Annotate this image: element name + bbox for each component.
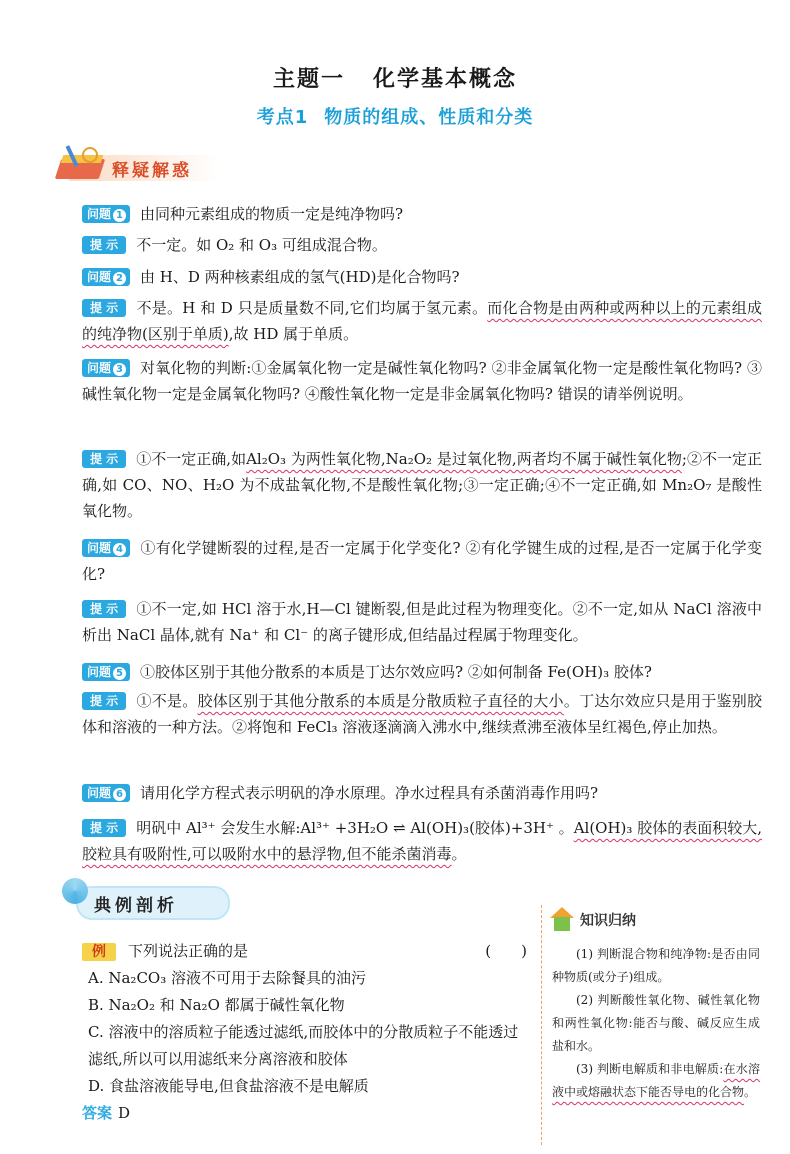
question-tag	[82, 539, 130, 557]
sidebar-item	[552, 1058, 760, 1104]
hint-tag	[82, 692, 126, 710]
question-tag	[82, 205, 130, 223]
item-text: 请用化学方程式表示明矾的净水原理。净水过程具有杀菌消毒作用吗?	[140, 784, 599, 802]
question-item	[82, 355, 762, 407]
section-banner-example	[58, 878, 228, 922]
point-title: 物质的组成、性质和分类	[324, 107, 534, 128]
emphasis-text: 胶体区别于其他分散系的本质是分散质粒子直径的大小	[197, 692, 564, 710]
question-label: 问题	[87, 665, 112, 679]
answer-value: D	[118, 1104, 131, 1122]
sidebar-text: (1) 判断混合物和纯净物:是否由同种物质(或分子)组成。	[552, 947, 760, 984]
question-tag	[82, 268, 130, 286]
sidebar-text-tail: 。	[744, 1085, 757, 1099]
hint-label: 提 示	[90, 238, 119, 252]
example-question	[82, 938, 527, 1127]
emphasis-text: 在水溶液中或熔融状态下能否导电的化合物	[552, 1062, 760, 1099]
glasses-icon	[82, 147, 98, 163]
item-text: ①不一定正确,如	[136, 450, 247, 468]
answer-blank: ( )	[485, 942, 527, 960]
hint-item	[82, 688, 762, 740]
sidebar-body	[552, 943, 760, 1104]
sidebar-title: 知识归纳	[580, 913, 636, 929]
house-icon	[550, 907, 572, 931]
option-b: B. Na₂O₂ 和 Na₂O 都属于碱性氧化物	[88, 996, 345, 1014]
hint-label: 提 示	[90, 301, 119, 315]
question-tag	[82, 663, 130, 681]
item-text: ①胶体区别于其他分散系的本质是丁达尔效应吗? ②如何制备 Fe(OH)₃ 胶体?	[140, 663, 652, 681]
question-item	[82, 264, 762, 290]
question-label: 问题	[87, 361, 112, 375]
question-number: 2	[113, 272, 126, 285]
hint-tag	[82, 819, 126, 837]
point-number: 考点1	[256, 107, 309, 128]
hint-tag	[82, 236, 126, 254]
item-text: 由 H、D 两种核素组成的氢气(HD)是化合物吗?	[140, 268, 460, 286]
question-number: 6	[113, 788, 126, 801]
question-label: 问题	[87, 541, 112, 555]
hint-label: 提 示	[90, 452, 119, 466]
hint-label: 提 示	[90, 694, 119, 708]
item-text: 对氧化物的判断:①金属氧化物一定是碱性氧化物吗? ②非金属氧化物一定是酸性氧化物吗? ③碱性氧化物一定是金属氧化物吗? ④酸性氧化物一定是非金属氧化物吗? 错误的请举例说明。	[82, 359, 762, 403]
question-item	[82, 659, 762, 685]
example-tag: 例	[82, 943, 116, 961]
item-text: 明矾中 Al³⁺ 会发生水解:Al³⁺ +3H₂O ⇌ Al(OH)₃(胶体)+3H⁺ 。	[136, 819, 574, 837]
item-text-tail: 。丁达尔效应只是用于鉴别胶体和溶液的一种方法。②将饱和 FeCl₃ 溶液逐滴滴入沸水中,继续煮沸至液体呈红褐色,停止加热。	[82, 692, 762, 736]
question-number: 3	[113, 363, 126, 376]
question-tag	[82, 359, 130, 377]
hint-label: 提 示	[90, 821, 119, 835]
topic-title: 化学基本概念	[373, 67, 518, 92]
hint-item	[82, 815, 762, 867]
item-text-tail: ,故 HD 属于单质。	[228, 325, 359, 343]
option-a: A. Na₂CO₃ 溶液不可用于去除餐具的油污	[88, 969, 367, 987]
section-label: 释疑解惑	[112, 161, 192, 181]
item-text: ①有化学键断裂的过程,是否一定属于化学变化? ②有化学键生成的过程,是否一定属于化学变化?	[82, 539, 762, 583]
answer-label: 答案	[82, 1104, 113, 1122]
page-subtitle	[0, 103, 790, 129]
question-tag	[82, 784, 130, 802]
question-item	[82, 535, 762, 587]
item-text-tail: ;②不一定正确,如 CO、NO、H₂O 为不成盐氧化物,不是酸性氧化物;③一定正确;④不一定正确,如 Mn₂O₇ 是酸性氧化物。	[82, 450, 762, 520]
hint-item	[82, 596, 762, 648]
topic-number: 主题一	[272, 67, 345, 92]
hint-item	[82, 295, 762, 347]
sidebar-item	[552, 989, 760, 1058]
item-text: 不是。H 和 D 只是质量数不同,它们均属于氢元素。	[136, 299, 488, 317]
hint-tag	[82, 600, 126, 618]
hint-label: 提 示	[90, 602, 119, 616]
section-label: 典例剖析	[94, 896, 178, 916]
item-text: ①不一定,如 HCl 溶于水,H—Cl 键断裂,但是此过程为物理变化。②不一定,如从 NaCl 溶液中析出 NaCl 晶体,就有 Na⁺ 和 Cl⁻ 的离子键形成,但结晶过程属于物理变化。	[82, 600, 762, 644]
emphasis-text: Al(OH)₃ 胶体的表面积较大,胶粒具有吸附性,可以吸附水中的悬浮物,但不能杀菌消毒	[82, 819, 762, 863]
sidebar-text: (2) 判断酸性氧化物、碱性氧化物和两性氧化物:能否与酸、碱反应生成盐和水。	[552, 993, 760, 1053]
question-label: 问题	[87, 786, 112, 800]
question-number: 4	[113, 543, 126, 556]
example-stem: 下列说法正确的是	[128, 942, 249, 960]
item-text: ①不是。	[136, 692, 198, 710]
option-d: D. 食盐溶液能导电,但食盐溶液不是电解质	[88, 1077, 369, 1095]
question-number: 5	[113, 667, 126, 680]
fan-icon	[62, 878, 88, 904]
emphasis-text: Al₂O₃ 为两性氧化物,Na₂O₂ 是过氧化物,两者均不属于碱性氧化物	[246, 450, 682, 468]
question-number: 1	[113, 209, 126, 222]
question-label: 问题	[87, 207, 112, 221]
item-text: 不一定。如 O₂ 和 O₃ 可组成混合物。	[136, 236, 387, 254]
emphasis-text: 而化合物是由两种或两种以上的元素组成的纯净物(区别于单质)	[82, 299, 762, 343]
section-banner-faq	[48, 145, 223, 187]
question-item	[82, 780, 762, 806]
hint-item	[82, 232, 762, 258]
knowledge-sidebar	[541, 905, 764, 1145]
hint-tag	[82, 450, 126, 468]
hint-tag	[82, 299, 126, 317]
item-text: 由同种元素组成的物质一定是纯净物吗?	[140, 205, 404, 223]
option-c: C. 溶液中的溶质粒子能透过滤纸,而胶体中的分散质粒子不能透过滤纸,所以可以用滤纸来分离溶液和胶体	[88, 1023, 519, 1068]
page-title	[0, 62, 790, 93]
question-label: 问题	[87, 270, 112, 284]
sidebar-item	[552, 943, 760, 989]
answer-line	[82, 1100, 527, 1127]
hint-item	[82, 446, 762, 524]
sidebar-text: (3) 判断电解质和非电解质:	[576, 1062, 724, 1076]
question-item	[82, 201, 762, 227]
item-text-tail: 。	[451, 845, 467, 863]
